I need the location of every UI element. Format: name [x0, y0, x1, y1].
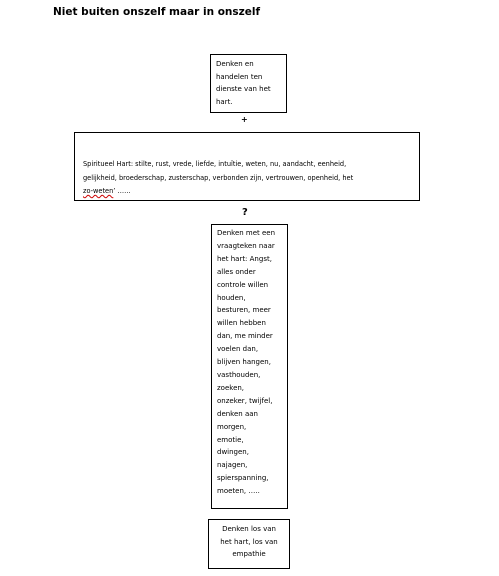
plus-connector: +	[241, 115, 248, 124]
box-mid-line-10: voelen dan,	[217, 345, 259, 354]
box-mid-line-20: spierspanning,	[217, 474, 269, 483]
box-denken-los-van-hart	[208, 519, 290, 569]
question-connector: ?	[242, 207, 248, 218]
box-mid-line-4: alles onder	[217, 267, 256, 276]
box-wide-line-2: gelijkheid, broederschap, zusterschap, verbonden zijn, vertrouwen, openheid, het	[83, 173, 354, 182]
box-mid-line-16: morgen,	[217, 422, 247, 431]
box-bottom-line-2: het hart, los van	[220, 537, 278, 546]
box-mid-line-17: emotie,	[217, 435, 244, 444]
box-mid-line-3: het hart: Angst,	[217, 254, 272, 263]
box-bottom-line-1: Denken los van	[222, 525, 276, 533]
box-mid-line-1: Denken met een	[217, 229, 276, 237]
box-denken-en-handelen	[210, 54, 287, 113]
box-mid-line-12: vasthouden,	[217, 370, 261, 379]
box-mid-line-5: controle willen	[217, 280, 269, 289]
box-mid-line-13: zoeken,	[217, 383, 245, 392]
box-wide-line-3	[83, 185, 413, 199]
box-wide-line-1: Spiritueel Hart: stilte, rust, vrede, liefde, intuïtie, weten, nu, aandacht, eenheid,	[83, 160, 347, 168]
box-mid-line-11: blijven hangen,	[217, 358, 271, 367]
box-mid-line-19: najagen,	[217, 461, 248, 470]
box-top-line-4: hart.	[216, 97, 233, 106]
box-mid-line-14: onzeker, twijfel,	[217, 396, 273, 405]
box-denken-met-vraagteken	[211, 224, 288, 509]
box-mid-line-7: besturen, meer	[217, 306, 271, 315]
box-mid-line-18: dwingen,	[217, 448, 249, 457]
box-top-line-1: Denken en	[216, 60, 254, 68]
box-mid-line-8: willen hebben	[217, 319, 266, 328]
spellcheck-underlined-word: zo-weten	[83, 187, 114, 195]
box-mid-line-6: houden,	[217, 293, 246, 302]
box-top-line-2: handelen ten	[216, 72, 263, 81]
box-wide-line-3-rest: ’ ……	[113, 187, 131, 195]
box-bottom-line-3: empathie	[232, 550, 266, 559]
box-mid-line-15: denken aan	[217, 409, 258, 418]
page-title: Niet buiten onszelf maar in onszelf	[53, 6, 261, 18]
box-mid-line-9: dan, me minder	[217, 332, 273, 341]
box-mid-line-2: vraagteken naar	[217, 241, 275, 250]
box-spiritueel-hart	[74, 132, 420, 201]
box-mid-line-21: moeten, …..	[217, 487, 260, 496]
box-top-line-3: dienste van het	[216, 85, 271, 94]
